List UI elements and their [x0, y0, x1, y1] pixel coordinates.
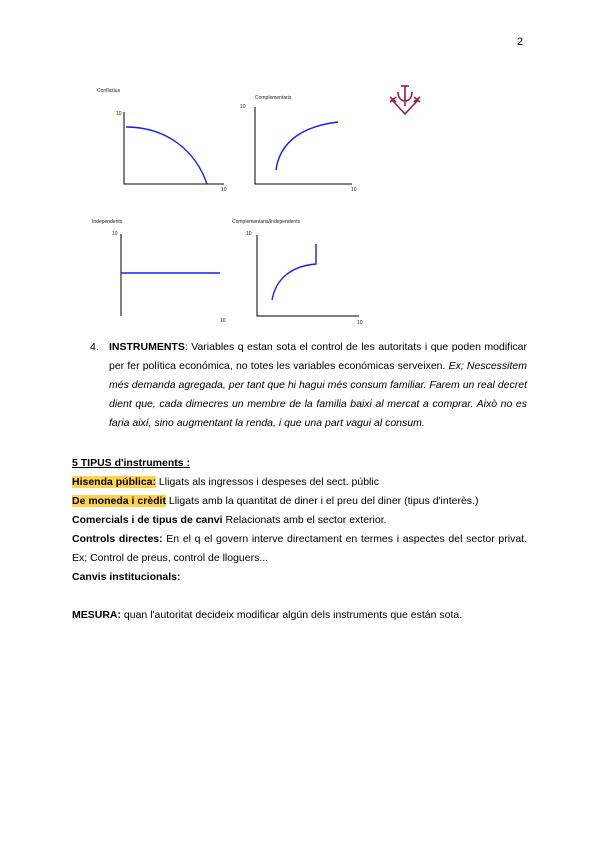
graph-x-tick: 10 — [351, 187, 357, 193]
axes — [124, 112, 224, 184]
type-label: Comercials i de tipus de canvi — [72, 514, 223, 526]
measure-label: MESURA: — [72, 609, 121, 621]
graph-title-independents: Independents — [92, 219, 123, 225]
curve — [272, 244, 316, 300]
type-text: En el q el govern interve directament en termes i aspectes del sector privat. Ex; Control de preus, control de lloguers... — [72, 533, 527, 564]
graph-x-tick: 10 — [357, 320, 363, 326]
axes — [255, 107, 352, 184]
instruments-text: : Variables q estan sota el control de les autoritats i que poden modificar per fer política económica, no totes les variables económicas serveixen. — [109, 341, 527, 372]
graph-complementaris — [255, 107, 352, 184]
measure-text: quan l'autoritat decideix modificar algún dels instruments que están sota. — [121, 609, 463, 621]
type-text: Lligats amb la quantitat de diner i el preu del diner (tipus d'interès.) — [165, 495, 479, 507]
type-label: Hisenda pública: — [72, 476, 157, 488]
graph-x-tick: 10 — [220, 318, 226, 324]
curve — [126, 127, 207, 184]
type-comercials — [72, 514, 387, 526]
graph-title-complementaris: Complementaris — [255, 95, 292, 101]
type-hisenda-publica — [72, 476, 379, 488]
graph-y-tick: 10 — [116, 111, 122, 117]
graph-title-conflictius: Conflictius — [97, 88, 121, 94]
graph-y-tick: 10 — [112, 231, 118, 237]
graph-independents — [121, 234, 220, 316]
instruments-label: INSTRUMENTS — [109, 341, 185, 353]
type-label: Canvis institucionals: — [72, 571, 181, 583]
graph-conflictius — [124, 112, 224, 184]
graph-x-tick: 10 — [221, 187, 227, 193]
measure-line — [72, 609, 462, 621]
type-text: Relacionats amb el sector exterior. — [222, 514, 387, 526]
graphs-figure — [0, 0, 600, 340]
instruments-paragraph — [90, 338, 528, 433]
page-number: 2 — [517, 36, 524, 48]
instruments-example: Ex; Nescessitem més demanda agregada, per tant que hi hagui més consum familiar. Farem un real decret dient que, cada dimecres un membre de la familia baixi al mercat a comprar. Això no es faria així, sino augmentant la renda, i que una part vagui al consum. — [109, 360, 528, 429]
type-canvis-institucionals — [72, 571, 181, 583]
graph-title-complementaris-independents: Complementaris/Independents — [232, 219, 301, 225]
type-label: Controls directes: — [72, 533, 163, 545]
curve — [276, 122, 338, 170]
graph-complementaris-independents — [257, 235, 359, 316]
type-label: De moneda i crèdit — [72, 495, 166, 507]
type-moneda-credit — [72, 495, 478, 507]
type-controls-directes — [72, 530, 527, 568]
university-logo-icon — [390, 86, 420, 114]
list-number: 4. — [90, 341, 99, 353]
type-text: Lligats als ingressos i despeses del sect. públic — [156, 476, 379, 488]
types-heading: 5 TIPUS d'instruments : — [72, 457, 191, 469]
axes — [257, 235, 359, 316]
graph-y-tick: 10 — [246, 231, 252, 237]
graph-y-tick: 10 — [240, 104, 246, 110]
